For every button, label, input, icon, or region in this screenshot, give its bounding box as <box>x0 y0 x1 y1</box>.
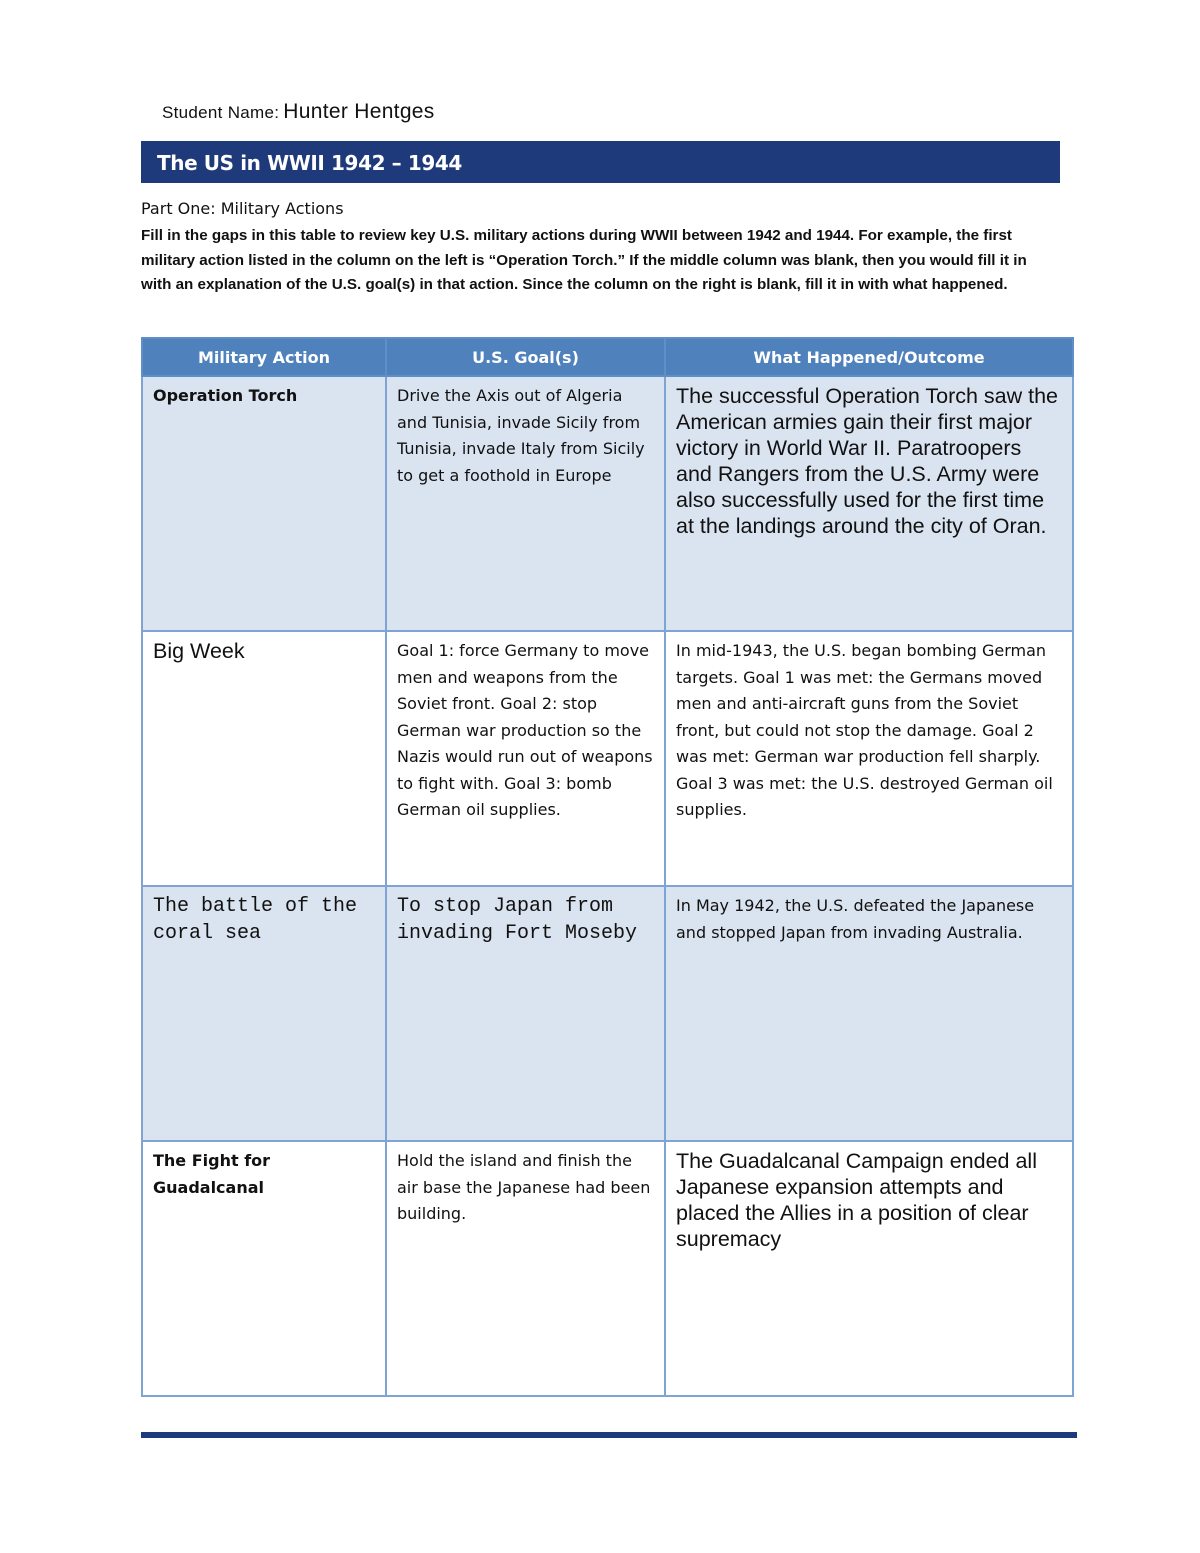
header-us-goals: U.S. Goal(s) <box>386 338 665 376</box>
page-title: The US in WWII 1942 – 1944 <box>141 141 1060 183</box>
goal-cell[interactable] <box>386 886 665 1141</box>
student-name-label: Student Name: <box>162 103 280 122</box>
outcome-cell[interactable] <box>665 1141 1073 1396</box>
military-actions-table <box>141 337 1074 1397</box>
student-name-value[interactable]: Hunter Hentges <box>283 100 435 123</box>
goal-text: Goal 1: force Germany to move men and weapons from the Soviet front. Goal 2: stop German war production so the Nazis would run out of weapons to fight with. Goal 3: bomb German oil supplies. <box>397 641 653 819</box>
table-row <box>142 376 1073 631</box>
action-text: Operation Torch <box>153 386 298 405</box>
goal-cell[interactable] <box>386 376 665 631</box>
action-cell[interactable] <box>142 376 386 631</box>
action-cell[interactable] <box>142 1141 386 1396</box>
goal-text: Drive the Axis out of Algeria and Tunisia, invade Sicily from Tunisia, invade Italy from Sicily to get a foothold in Europe <box>397 386 645 485</box>
part-heading: Part One: Military Actions <box>141 199 344 218</box>
table-row <box>142 886 1073 1141</box>
outcome-cell[interactable] <box>665 631 1073 886</box>
table-row <box>142 1141 1073 1396</box>
footer-rule <box>141 1432 1077 1438</box>
action-text: The battle of the coral sea <box>153 895 358 945</box>
outcome-text: In mid-1943, the U.S. began bombing German targets. Goal 1 was met: the Germans moved men and anti-aircraft guns from the Soviet front, but could not stop the damage. Goal 2 was met: German war production fell sharply. Goal 3 was met: the U.S. destroyed German oil supplies. <box>676 641 1053 819</box>
action-cell[interactable] <box>142 886 386 1141</box>
goal-text: To stop Japan from invading Fort Moseby <box>397 895 638 945</box>
goal-cell[interactable] <box>386 1141 665 1396</box>
table-header-row <box>142 338 1073 376</box>
goal-text: Hold the island and finish the air base the Japanese had been building. <box>397 1151 651 1223</box>
action-cell[interactable] <box>142 631 386 886</box>
outcome-text: The successful Operation Torch saw the American armies gain their first major victory in World War II. Paratroopers and Rangers from the U.S. Army were also successfully used for the first time at the landings around the city of Oran. <box>676 384 1059 538</box>
instructions-text: Fill in the gaps in this table to review key U.S. military actions during WWII between 1942 and 1944. For example, the first military action listed in the column on the left is “Operation Torch.” If the middle column was blank, then you would fill it in with an explanation of the U.S. goal(s) in that action. Since the column on the right is blank, fill it in with what happened. <box>141 227 1027 293</box>
outcome-cell[interactable] <box>665 376 1073 631</box>
outcome-text: In May 1942, the U.S. defeated the Japanese and stopped Japan from invading Australia. <box>676 896 1035 942</box>
action-text: Big Week <box>153 639 245 663</box>
outcome-cell[interactable] <box>665 886 1073 1141</box>
table-row <box>142 631 1073 886</box>
student-name-line <box>162 100 435 124</box>
header-what-happened: What Happened/Outcome <box>665 338 1073 376</box>
outcome-text: The Guadalcanal Campaign ended all Japanese expansion attempts and placed the Allies in a position of clear supremacy <box>676 1149 1037 1251</box>
action-text: The Fight for Guadalcanal <box>153 1151 271 1197</box>
header-military-action: Military Action <box>142 338 386 376</box>
goal-cell[interactable] <box>386 631 665 886</box>
